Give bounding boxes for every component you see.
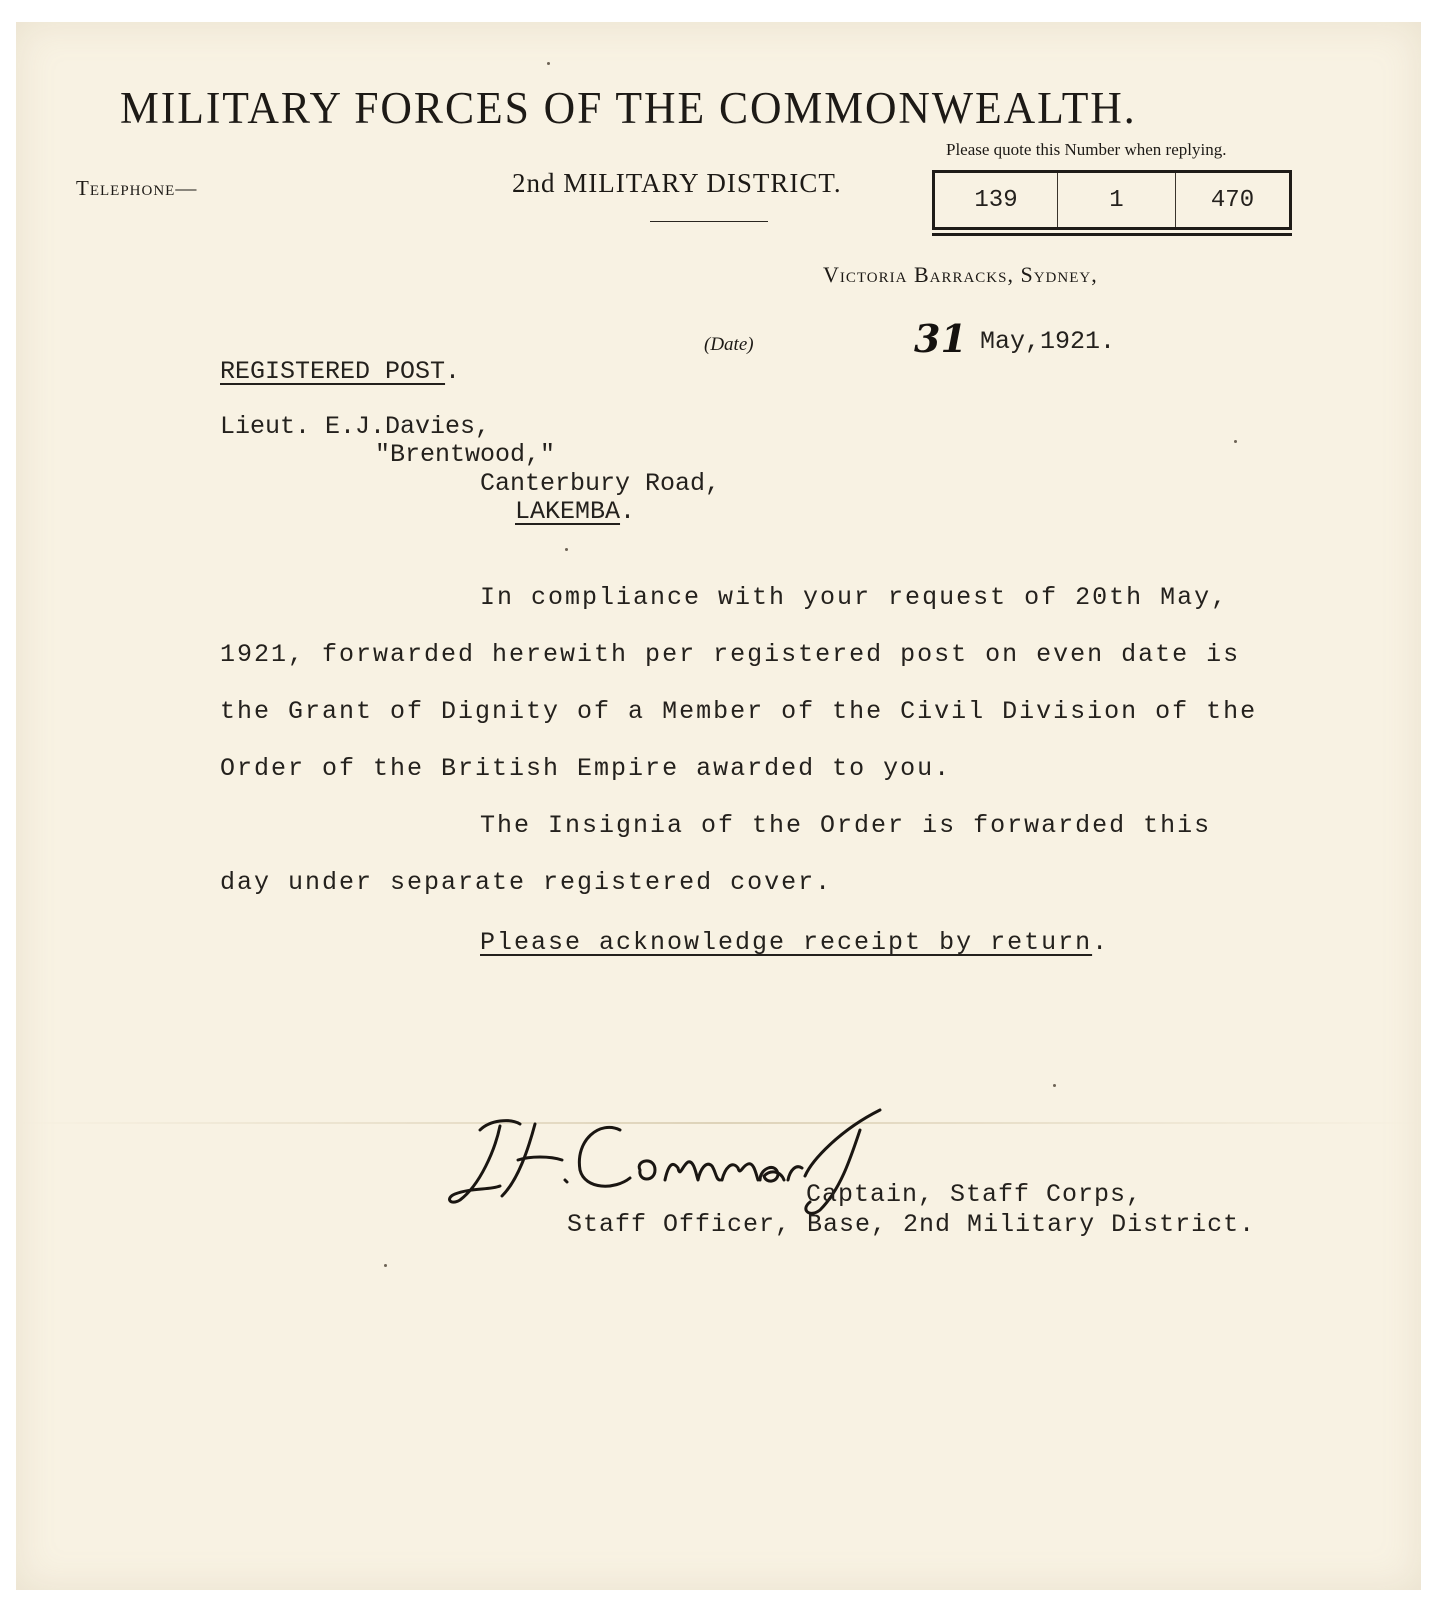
reference-part-3: 470 (1175, 173, 1289, 227)
paper-speck (384, 1264, 387, 1267)
date-label: (Date) (704, 334, 754, 355)
reference-box-underline (932, 233, 1292, 236)
body-line: 1921, forwarded herewith per registered post on even date is (220, 640, 1241, 669)
recipient-house: "Brentwood," (375, 440, 556, 469)
signatory-title: Staff Officer, Base, 2nd Military District. (567, 1210, 1256, 1239)
letterhead-title: MILITARY FORCES OF THE COMMONWEALTH. (120, 83, 1137, 133)
recipient-name: Lieut. E.J.Davies, (220, 412, 491, 441)
date-day-handwritten: 31 (914, 316, 967, 361)
quote-number-note: Please quote this Number when replying. (946, 140, 1227, 159)
body-line: day under separate registered cover. (220, 868, 833, 897)
district-name: 2nd MILITARY DISTRICT. (512, 168, 842, 198)
body-line: The Insignia of the Order is forwarded this (480, 811, 1212, 840)
sender-location: Victoria Barracks, Sydney, (823, 262, 1098, 287)
body-line: In compliance with your request of 20th May, (480, 583, 1229, 612)
closing-request: Please acknowledge receipt by return. (480, 928, 1110, 957)
signatory-rank: Captain, Staff Corps, (806, 1180, 1143, 1209)
recipient-suburb: LAKEMBA. (515, 497, 636, 526)
recipient-street: Canterbury Road, (480, 469, 721, 498)
body-line: Order of the British Empire awarded to you. (220, 754, 952, 783)
reference-part-2: 1 (1057, 173, 1175, 227)
letter-page (16, 22, 1421, 1590)
district-divider (650, 221, 768, 222)
paper-speck (565, 548, 568, 551)
reference-number-box (932, 170, 1292, 230)
date-month-year: May,1921. (980, 327, 1116, 356)
paper-speck (1234, 440, 1237, 443)
delivery-method: REGISTERED POST. (220, 357, 461, 386)
reference-part-1: 139 (974, 186, 1018, 214)
body-line: the Grant of Dignity of a Member of the Civil Division of the (220, 697, 1258, 726)
paper-speck (1053, 1084, 1056, 1087)
telephone-label: Telephone— (76, 176, 198, 200)
paper-speck (547, 62, 550, 65)
